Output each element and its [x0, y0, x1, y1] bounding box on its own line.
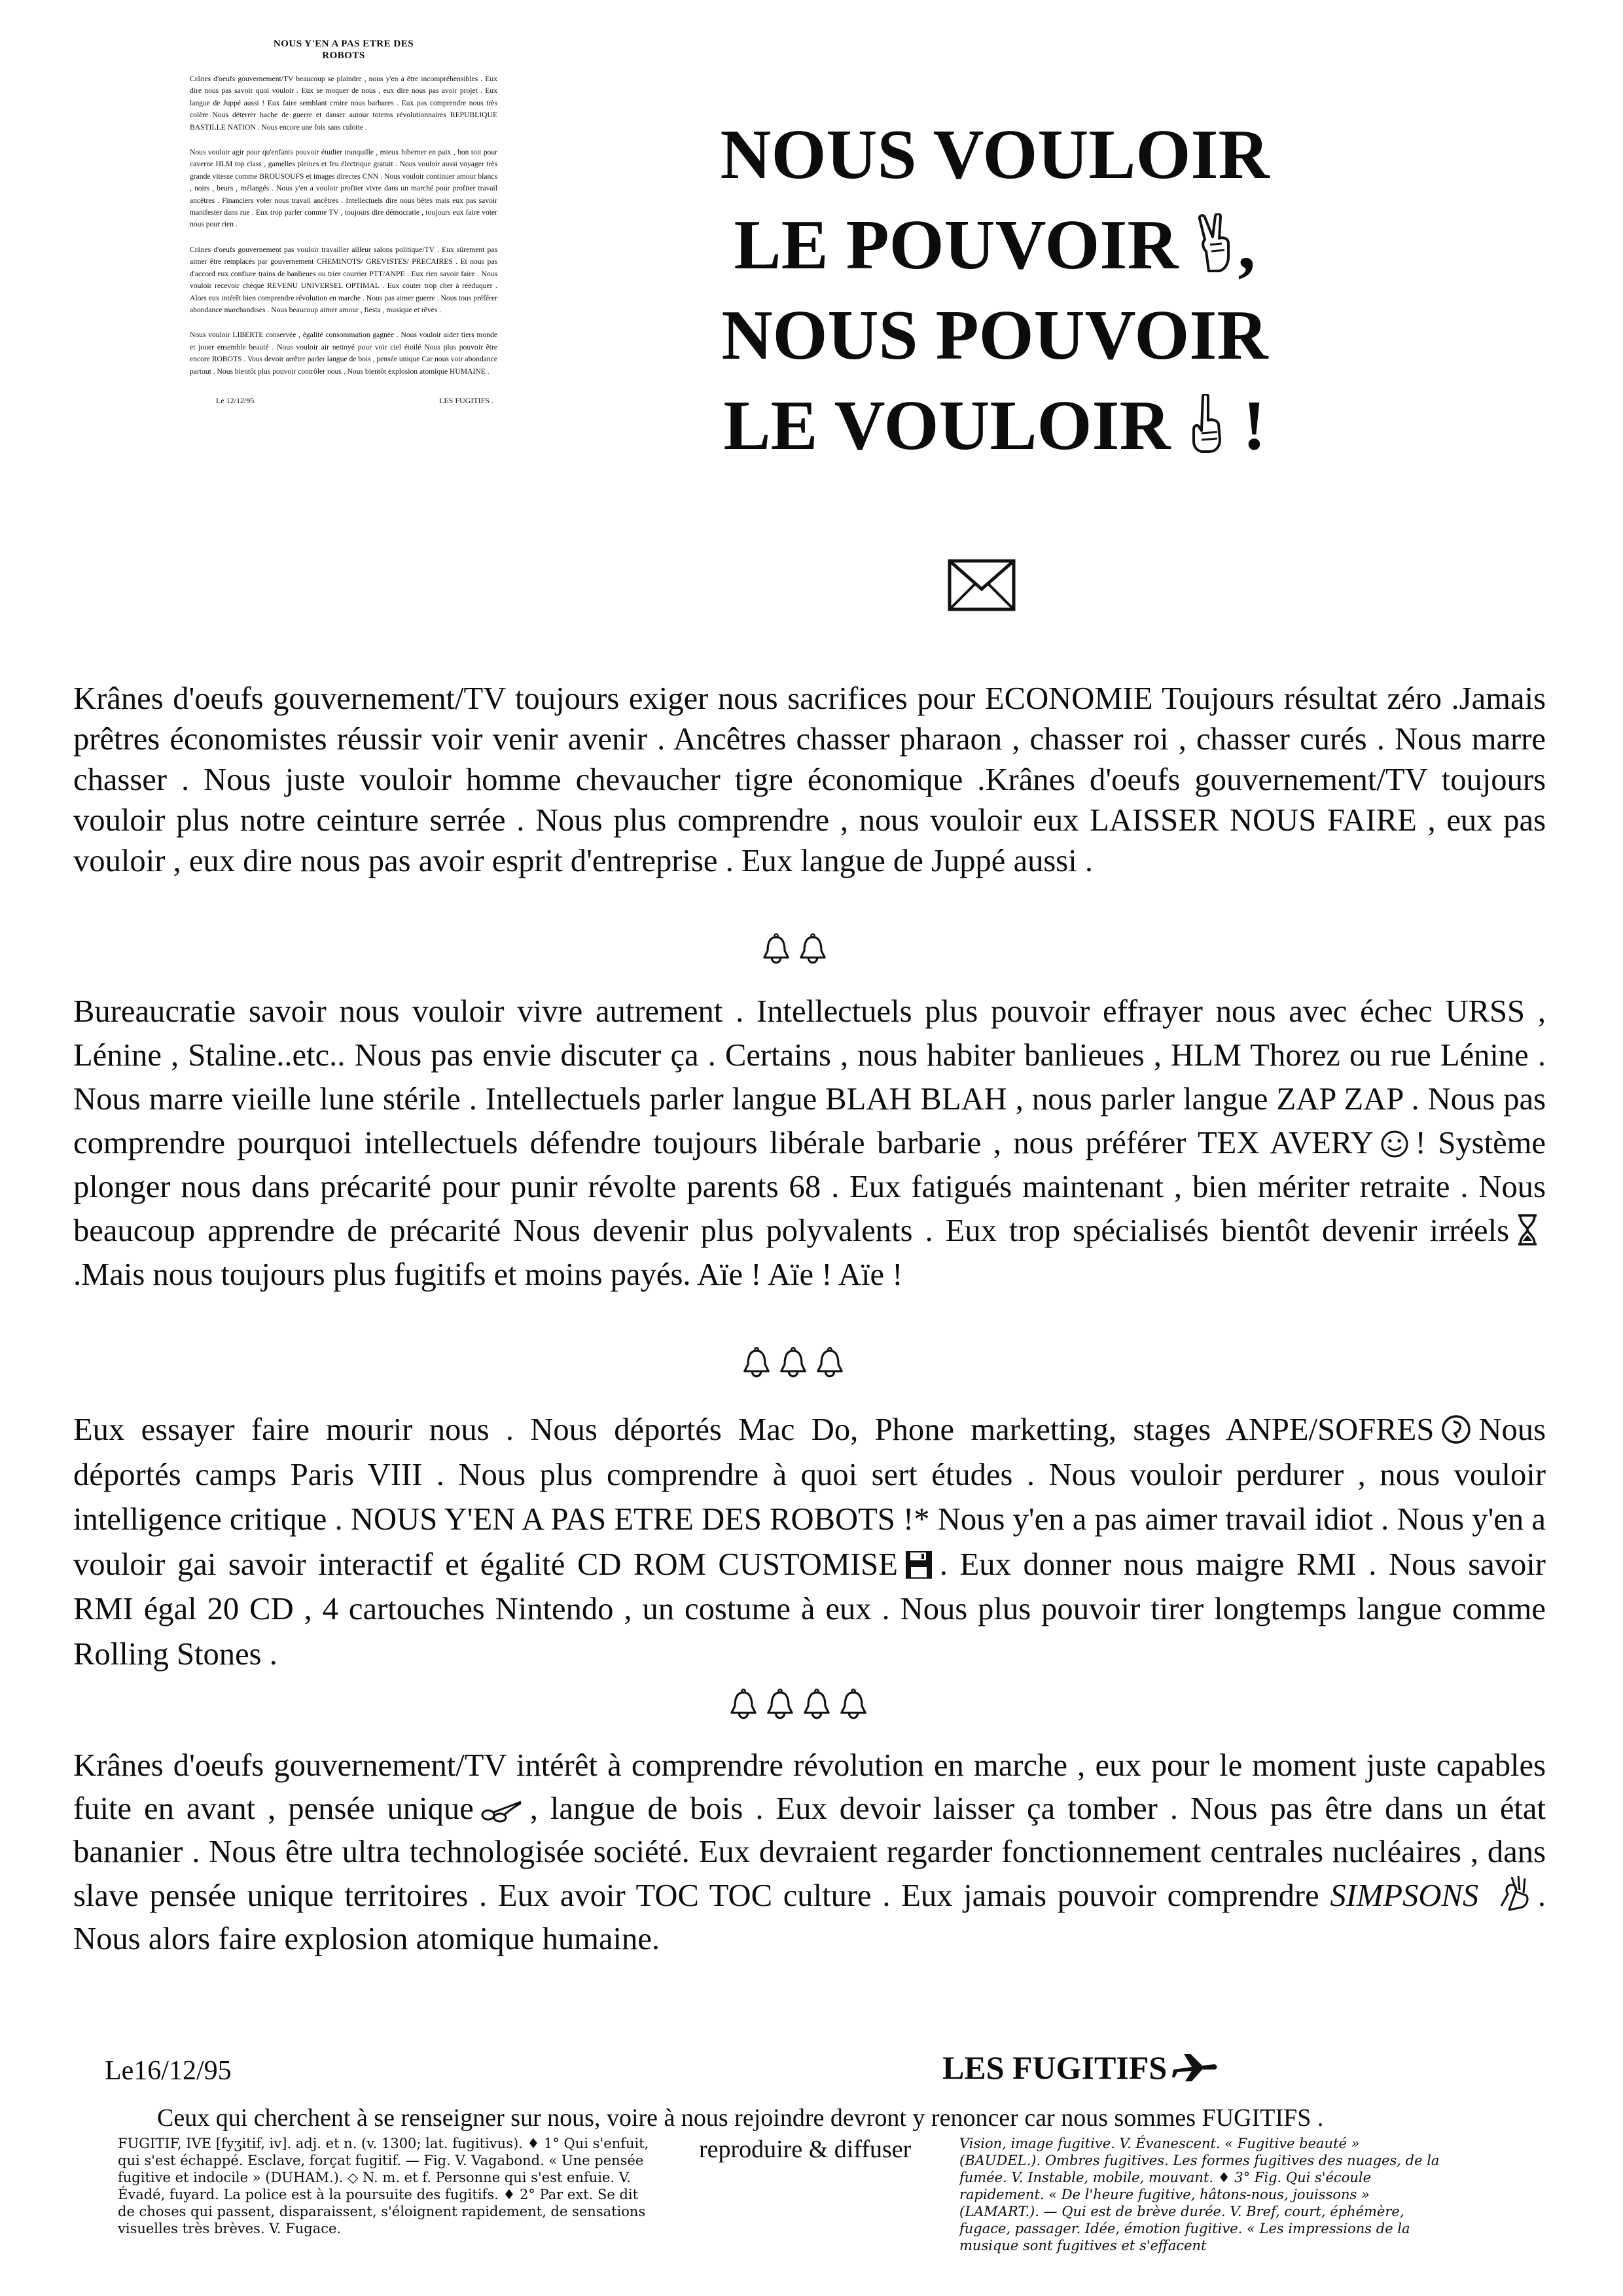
inset-paragraph: Nous vouloir LIBERTE conservée , égalité consommation gagnée . Nous vouloir aider tiers monde et jouer ensemble beauté . Nous vouloir air nettoyé pour voir ciel étoilé Nous plus pouvoir être encore ROBOTS . Vous devoir arrêter parler langue de bois , pensée unique Car nous voir abondance partout . Nous bientôt plus pouvoir contrôler nous . Nous bientôt explosion atomique HUMAINE . — [190, 331, 497, 376]
bell-divider — [759, 932, 830, 966]
inset-signature: LES FUGITIFS . — [438, 395, 493, 405]
bell-divider — [740, 1346, 847, 1380]
body-paragraph-3-part-a: Eux essayer faire mourir nous . Nous déportés Mac Do, Phone marketting, stages ANPE/SOFRES — [73, 1412, 1435, 1447]
bell-divider — [726, 1687, 870, 1721]
floppy-disk-icon — [904, 1550, 933, 1580]
headline-line-2-text: LE POUVOIR — [734, 206, 1179, 284]
inset-paragraph: Crânes d'oeufs gouvernement pas vouloir travailler ailleur salons politique/TV . Eux sûrement pas aimer être remplacés par gouvernement CHEMINOTS/ GREVISTES/ PRECAIRES . Et nous pas d'accord eux confiure trains de banlieues ou trier courrier PTT/ANPE . Eux rien savoir faire . Nous vouloir recevoir chèque REVENU UNIVERSEL OPTIMAL . Eux couter trop cher à rééduquer . Alors eux intérêt bien comprendre révolution en marche . Nous pas aimer guerre . Nous tous préférer abondance marchandises . Nous beaucoup aimer amour , fiesta , musique et rêves . — [190, 245, 497, 314]
clock-icon — [1440, 1414, 1472, 1445]
bell-icon — [763, 1687, 797, 1721]
victory-hand-icon — [1196, 213, 1238, 274]
inset-footer — [190, 396, 497, 406]
body-paragraph-2-part-b: ! Système plonger nous dans précarité pour punir révolte parents 68 . Eux fatigués maintenant , bien mériter retraite . Nous beaucoup apprendre de précarité Nous devenir plus polyvalents . Eux trop spécialisés bientôt devenir irréels — [73, 1125, 1546, 1248]
inset-paragraph: Nous vouloir agir pour qu'enfants pouvoir étudier tranquille , mieux hiberner en paix , bon toit pour caverne HLM top class , gamelles pleines et feu électrique gratuit . Nous vouloir aussi voyager très grande vitesse comme BROUSOUFS et images directes CNN . Nous vouloir continuer amour blancs , noirs , beurs , mélangés . Nous y'en a vouloir profiter vivre dans un marché pour profiter travail ancêtres . Financiers voler nous travail ancêtres . Intellectuels dire nous bêtes mais eux pas savoir manifester dans rue . Eux trop parler comme TV , toujours dire démocratie , toujours eux faire voter nous pour rien . — [190, 148, 497, 229]
bell-icon — [796, 932, 830, 966]
body-paragraph-4-part-b: , langue de bois . Eux devoir laisser ça tomber . Nous pas être dans un état bananier . Nous être ultra technologisée société. Eux devraient regarder fonctionnement centrales nucléaires , dans slave pensée unique territoires . Eux avoir TOC TOC culture . Eux jamais pouvoir comprendre — [73, 1791, 1546, 1913]
headline-line-4-text: LE VOULOIR — [723, 387, 1171, 465]
body-paragraph-3-part-b: Nous déportés camps Paris VIII . Nous plus comprendre à quoi sert études . Nous vouloir perdurer , nous vouloir intelligence critique . NOUS Y'EN A PAS ETRE DES ROBOTS !* Nous y'en a pas aimer travail idiot . Nous y'en a vouloir gai savoir interactif et égalité CD ROM CUSTOMISE — [73, 1412, 1546, 1582]
airplane-icon — [1172, 2053, 1218, 2083]
body-paragraph-2 — [73, 990, 1546, 1297]
headline-line-2 — [628, 200, 1361, 291]
body-paragraph-2-part-a: Bureaucratie savoir nous vouloir vivre autrement . Intellectuels plus pouvoir effrayer nous avec échec URSS , Lénine , Staline..etc.. Nous pas envie discuter ça . Certains , nous habiter banlieues , HLM Thorez ou rue Lénine . Nous marre vieille lune stérile . Intellectuels parler langue BLAH BLAH , nous parler langue ZAP ZAP . Nous pas comprendre pourquoi intellectuels défendre toujours libérale barbarie , nous préférer TEX AVERY — [73, 994, 1546, 1160]
scissors-icon — [480, 1798, 524, 1824]
headline — [628, 110, 1361, 471]
dictionary-excerpt-left: FUGITIF, IVE [fyʒitif, iv]. adj. et n. (v. 1300; lat. fugitivus). ♦ 1° Qui s'enfuit, qui s'est échappé. Esclave, forçat fugitif. — Fig. V. Vagabond. « Une pensée fugitive et indocile » (DUHAM.). ◇ N. m. et f. Personne qui s'est enfuie. V. Évadé, fuyard. La police est à la poursuite des fugitifs. ♦ 2° Par ext. Se dit de choses qui passent, disparaissent, s'éloignent rapidement, de sensations visuelles très brèves. V. Fugace. — [118, 2136, 649, 2236]
bell-icon — [813, 1346, 847, 1380]
bell-icon — [776, 1346, 810, 1380]
dictionary-excerpt-right: Vision, image fugitive. V. Évanescent. « Fugitive beauté » (BAUDEL.). Ombres fugitives. Les formes fugitives des nuages, de la fumée. V. Instable, mobile, mouvant. ♦ 3° Fig. Qui s'écoule rapidement. « De l'heure fugitive, hâtons-nous, jouissons » (LAMART.). — Qui est de brève durée. V. Bref, court, éphémère, fugace, passager. Idée, émotion fugitive. « Les impressions de la musique sont fugitives et s'effacent — [959, 2136, 1440, 2253]
document-date: Le16/12/95 — [105, 2056, 232, 2086]
smiley-icon — [1380, 1130, 1409, 1158]
headline-line-4 — [628, 381, 1361, 471]
envelope-icon — [948, 559, 1016, 611]
inset-title: NOUS Y'EN A PAS ETRE DES ROBOTS — [273, 39, 414, 61]
inset-paragraph: Crânes d'oeufs gouvernement/TV beaucoup se plaindre , nous y'en a être incompréhensibles . Eux dire nous pas savoir quoi vouloir . Eux se moquer de nous , eux dire nous pas avoir projet . Eux langue de Juppé aussi ! Eux faire semblant croire nous barbares . Eux pas comprendre nous très colère Nous déterrer hache de guerre et danser autour totems révolutionnaires REPUBLIQUE BASTILLE NATION . Nous encore une fois sans culotte . — [190, 75, 497, 132]
reproduire-diffuser: reproduire & diffuser — [699, 2136, 912, 2163]
bell-icon — [740, 1346, 774, 1380]
inset-page — [190, 38, 497, 406]
body-paragraph-3-part-c: . Eux donner nous maigre RMI . Nous savoir RMI égal 20 CD , 4 cartouches Nintendo , un costume à eux . Nous plus pouvoir tirer longtemps langue comme Rolling Stones . — [73, 1546, 1546, 1672]
headline-line-2-end: , — [1238, 206, 1256, 284]
body-paragraph-4-part-c: . Nous alors faire explosion atomique humaine. — [73, 1878, 1546, 1956]
body-paragraph-4-part-a: Krânes d'oeufs gouvernement/TV intérêt à comprendre révolution en marche , eux pour le moment juste capables fuite en avant , pensée unique — [73, 1748, 1546, 1826]
bell-icon — [726, 1687, 760, 1721]
inset-date: Le 12/12/95 — [216, 395, 255, 405]
headline-line-4-end: ! — [1242, 387, 1266, 465]
simpsons-word: SIMPSONS — [1330, 1878, 1479, 1913]
bell-icon — [800, 1687, 834, 1721]
signature-text: LES FUGITIFS — [942, 2049, 1168, 2086]
ok-hand-icon — [1496, 1873, 1531, 1911]
headline-line-3: NOUS POUVOIR — [721, 296, 1268, 374]
notice: Ceux qui cherchent à se renseigner sur nous, voire à nous rejoindre devront y renoncer car nous sommes FUGITIFS . — [157, 2104, 1324, 2132]
pointing-hand-icon — [1188, 394, 1225, 454]
bell-icon — [836, 1687, 870, 1721]
body-paragraph-3 — [73, 1407, 1546, 1676]
body-paragraph-4 — [73, 1744, 1546, 1960]
body-paragraph-2-part-c: .Mais nous toujours plus fugitifs et moins payés. Aïe ! Aïe ! Aïe ! — [73, 1257, 903, 1292]
headline-line-1: NOUS VOULOIR — [720, 116, 1270, 194]
signature — [942, 2049, 1218, 2087]
body-paragraph-1: Krânes d'oeufs gouvernement/TV toujours exiger nous sacrifices pour ECONOMIE Toujours résultat zéro .Jamais prêtres économistes réussir voir venir avenir . Ancêtres chasser pharaon , chasser roi , chasser curés . Nous marre chasser . Nous juste vouloir homme chevaucher tigre économique .Krânes d'oeufs gouvernement/TV toujours vouloir plus notre ceinture serrée . Nous plus comprendre , nous vouloir eux LAISSER NOUS FAIRE , eux pas vouloir , eux dire nous pas avoir esprit d'entreprise . Eux langue de Juppé aussi . — [73, 681, 1546, 878]
bell-icon — [759, 932, 793, 966]
hourglass-icon — [1516, 1213, 1539, 1246]
